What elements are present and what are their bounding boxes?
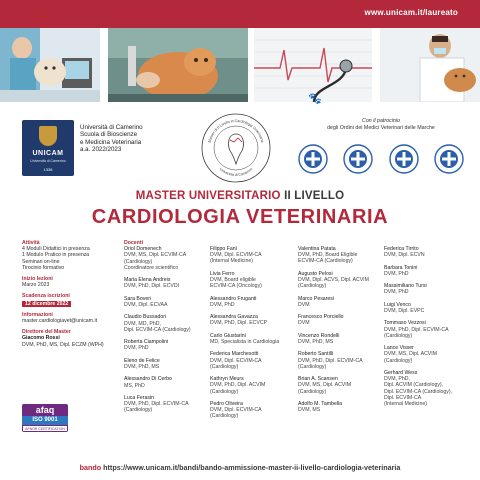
unicam-shield-icon	[39, 126, 57, 146]
patronage	[296, 118, 466, 131]
contact-email-link[interactable]: master.cardiologiavet@unicam.it	[22, 318, 98, 325]
faculty-titles: DVM, PhD	[124, 345, 149, 352]
unicam-logo-year: 1336	[43, 167, 53, 172]
faculty-name: Tommaso Vezzosi	[384, 320, 426, 327]
faculty-member	[298, 246, 384, 265]
faculty-name: Eleno de Felice	[124, 357, 160, 364]
faculty-name: Barbara Tonini	[384, 264, 418, 271]
master-level-title	[0, 190, 480, 202]
afnor-logo-text: AFNOR CERTIFICATION	[22, 425, 68, 432]
faculty-member	[384, 320, 478, 339]
faculty-member	[210, 376, 294, 395]
faculty-titles: DVM, MD, PhD, Dipl. ECVIM-CA (Cardiology)	[124, 320, 191, 333]
vet-order-seal-icon	[434, 144, 464, 174]
faculty-name: Alessandra Gavazza	[210, 314, 258, 321]
university-line: e Medicina Veterinaria	[80, 138, 142, 146]
inizio-label: Inizio lezioni	[22, 276, 53, 283]
faculty-member	[384, 370, 478, 407]
faculty-titles: DVM, Board eligible ECVIM-CA (Oncology)	[210, 277, 262, 290]
faculty-name: Vincenzo Rondelli	[298, 332, 340, 339]
photo-vet-with-cat	[380, 28, 480, 102]
course-info	[22, 240, 118, 353]
university-line: Università di Camerino	[80, 124, 143, 131]
faculty-member	[384, 345, 478, 364]
master-logo-icon	[200, 112, 272, 184]
faculty-name: Livia Ferro	[210, 270, 235, 277]
top-bar	[0, 0, 480, 28]
paw-icon: 🐾	[308, 93, 322, 105]
header-row	[0, 108, 480, 186]
faculty-name: Federica Marchesotti	[210, 351, 259, 358]
faculty-name: Pedro Oliveira	[210, 400, 243, 407]
faculty-titles: DVM, PhD, Dipl. ECVIM-CA (Cardiology)	[124, 401, 189, 414]
faculty-name: Claudio Bussadori	[124, 314, 167, 321]
faculty-name: Brian A. Scansen	[298, 376, 338, 383]
faculty-titles: DVM, MS, Dipl. ACVIM (Cardiology)	[384, 351, 438, 364]
university-line: a.a. 2022/2023	[80, 146, 122, 154]
faculty-member	[298, 296, 384, 308]
attivita-label: Attività	[22, 240, 40, 246]
faculty-member	[210, 333, 294, 345]
faculty-titles: DVM, Dipl. ECVIM-CA (Cardiology)	[210, 357, 262, 370]
faculty-titles: DVM, MS, Dipl. ACVIM (Cardiology)	[298, 382, 352, 395]
faculty-name: Oriol Domenech	[124, 246, 162, 253]
faculty-name: Roberta Ciampolini	[124, 339, 169, 346]
faculty-name: Luca Ferasin	[124, 394, 154, 401]
unicam-logo	[22, 120, 74, 176]
direttore-titles: DVM, PhD, MS, Dipl. ECZM (WPH)	[22, 341, 104, 348]
faculty-titles: MD, Specialista in Cardiologia	[210, 338, 280, 345]
faculty-titles: DVM, PhD, Dipl. ECVDI	[124, 283, 180, 290]
faculty-titles: DVM, PhD, MS	[298, 338, 334, 345]
deadline-badge: 12 dicembre 2022	[22, 301, 71, 307]
photo-vet-with-dog	[0, 28, 100, 102]
unicam-logo-text: UNICAM	[32, 150, 64, 157]
faculty-member	[384, 283, 478, 295]
university-info	[80, 124, 143, 154]
faculty-name: Francesco Porciello	[298, 314, 344, 321]
faculty-name: Maria Elena Andreis	[124, 277, 171, 284]
faculty-member	[124, 339, 208, 351]
attivita-line: Tirocinio formativo	[22, 264, 65, 271]
unicam-logo-subtitle: Università di Camerino	[30, 159, 66, 163]
faculty-name: Gerhard Wess	[384, 369, 418, 376]
faculty-titles: MS, PhD	[124, 382, 145, 389]
bando-footer	[0, 463, 480, 472]
faculty-column-1	[124, 240, 208, 420]
page-title: CARDIOLOGIA VETERINARIA	[91, 206, 389, 228]
faculty-member	[124, 395, 208, 414]
faculty-member	[298, 333, 384, 345]
faculty-member	[384, 302, 478, 314]
faculty-column-3	[298, 246, 384, 420]
faculty-member	[210, 271, 294, 290]
faculty-titles: DVM, PhD	[384, 270, 409, 277]
vet-order-seal-icon	[389, 144, 419, 174]
master-title-level: II LIVELLO	[284, 190, 345, 202]
inizio-block	[22, 276, 118, 288]
faculty-titles: DVM, PhD, Dipl. ECVIM-CA (Cardiology)	[384, 326, 449, 339]
faculty-titles: DVM, PhD, Dipl. ACVIM (Cardiology), Dipl. ECVIM-CA (Cardiology), Dipl. ECVIM-CA (Internal Medicine)	[384, 376, 453, 407]
faculty-name: Adolfo M. Tambella	[298, 400, 343, 407]
faculty-member	[298, 271, 384, 290]
faculty-titles: DVM, Dipl. ECVAA	[124, 302, 168, 308]
faculty-titles: DVM, Dipl. ECVIM-CA (Cardiology)	[210, 407, 262, 420]
faculty-member	[210, 314, 294, 326]
faculty-member	[298, 401, 384, 413]
faculty-member	[124, 246, 208, 271]
faculty-titles: DVM, PhD	[384, 289, 409, 296]
direttore-name: Giacomo Rossi	[22, 335, 60, 342]
faculty-name: Kathryn Meurs	[210, 376, 244, 383]
attivita-line: Seminari on-line	[22, 258, 60, 265]
faculty-titles: DVM, PhD, Dipl. ACVIM (Cardiology)	[210, 382, 266, 395]
iso-logo-text: ISO 9001	[22, 416, 68, 425]
faculty-column-2	[210, 246, 294, 426]
direttore-label: Direttore del Master	[22, 329, 71, 336]
scadenza-block	[22, 293, 118, 306]
photo-strip	[0, 28, 480, 102]
faculty-member	[298, 376, 384, 395]
attivita-line: 1 Modulo Pratico in presenza	[22, 252, 90, 259]
faculty-titles: DVM, PhD	[210, 301, 235, 308]
faculty-name: Marco Pesaresi	[298, 295, 335, 302]
faculty-member	[210, 351, 294, 370]
inizio-value: Marzo 2023	[22, 282, 50, 289]
photo-ecg-stethoscope	[254, 28, 372, 102]
faculty-member	[210, 401, 294, 420]
faculty-titles: DVM, PhD, Dipl. ECVIM-CA (Cardiology)	[298, 357, 363, 370]
faculty-member	[210, 296, 294, 308]
faculty-name: Alessandro Di Cerbo	[124, 376, 172, 383]
photo-cat-checkup	[108, 28, 248, 102]
bando-label: bando	[79, 463, 102, 472]
vet-order-seal-icon	[343, 144, 373, 174]
faculty-titles: DVM, Dipl. ECVN	[384, 252, 425, 259]
vet-order-seal-icon	[298, 144, 328, 174]
master-title-red: MASTER UNIVERSITARIO	[135, 190, 281, 202]
faculty-name: Carlo Giustarini	[210, 332, 246, 339]
docenti-label: Docenti	[124, 240, 144, 246]
direttore-block	[22, 329, 118, 348]
faculty-member	[298, 351, 384, 370]
faculty-name: Sara Boveri	[124, 295, 152, 302]
informazioni-label: Informazioni	[22, 311, 53, 318]
faculty-member	[124, 376, 208, 388]
faculty-member	[124, 296, 208, 308]
faculty-member	[124, 358, 208, 370]
bando-url-link[interactable]: https://www.unicam.it/bandi/bando-ammissione-master-ii-livello-cardiologia-veterinaria	[103, 463, 401, 472]
attivita-block	[22, 240, 118, 271]
faculty-name: Filippo Fanì	[210, 246, 238, 252]
faculty-titles: DVM	[298, 320, 310, 327]
faculty-member	[124, 314, 208, 333]
afaq-logo-text: afaq	[22, 404, 68, 416]
faculty-member	[124, 277, 208, 289]
faculty-member	[384, 246, 478, 258]
top-url-link[interactable]: www.unicam.it/laureato	[364, 8, 458, 17]
faculty-titles: DVM, Dipl. ECVIM-CA (Internal Medicine)	[210, 252, 262, 265]
faculty-name: Federica Tirrito	[384, 246, 419, 252]
faculty-member	[384, 265, 478, 277]
faculty-name: Valentina Patata	[298, 246, 336, 252]
faculty-name: Massimiliano Tursi	[384, 283, 427, 290]
faculty-titles: DVM, PhD, Dipl. ECVCP	[210, 320, 268, 327]
faculty-titles: DVM, MS	[298, 407, 321, 414]
faculty-name: Alessandro Fruganti	[210, 295, 257, 302]
faculty-name: Luigi Venco	[384, 301, 411, 308]
faculty-titles: DVM, PhD, Board Eligible ECVIM-CA (Cardiology)	[298, 252, 358, 265]
faculty-titles: DVM, PhD, MS	[124, 363, 160, 370]
afaq-iso-logo	[22, 404, 68, 432]
seals-row	[296, 144, 466, 174]
faculty-titles: DVM	[298, 301, 310, 308]
faculty-titles: DVM, Dipl. ACVS, Dipl. ACVIM (Cardiology)	[298, 277, 369, 290]
faculty-name: Lance Visser	[384, 345, 414, 352]
master-logo-ring-top: Master di II Livello in Cardiologia Veterinaria	[207, 118, 265, 143]
faculty-name: Roberto Santilli	[298, 351, 334, 358]
faculty-column-4	[384, 246, 478, 413]
faculty-titles: DVM, MS, Dipl. ECVIM-CA (Cardiology) Coordinatore scientifico	[124, 252, 187, 271]
patronage-subtitle: degli Ordini dei Medici Veterinari delle Marche	[327, 124, 435, 131]
university-line: Scuola di Bioscienze	[80, 131, 138, 139]
patronage-title: Con il patrocinio	[362, 118, 400, 124]
faculty-name: Augusto Pelosi	[298, 270, 333, 277]
informazioni-block	[22, 312, 118, 324]
faculty-member	[210, 246, 294, 265]
faculty-titles: DVM, Dipl. EVPC	[384, 307, 425, 314]
scadenza-label: Scadenza iscrizioni	[22, 293, 70, 300]
faculty-member	[298, 314, 384, 326]
master-logo-ring-bottom: Università di Camerino	[218, 167, 254, 178]
attivita-line: 4 Moduli Didattici in presenza	[22, 246, 90, 253]
